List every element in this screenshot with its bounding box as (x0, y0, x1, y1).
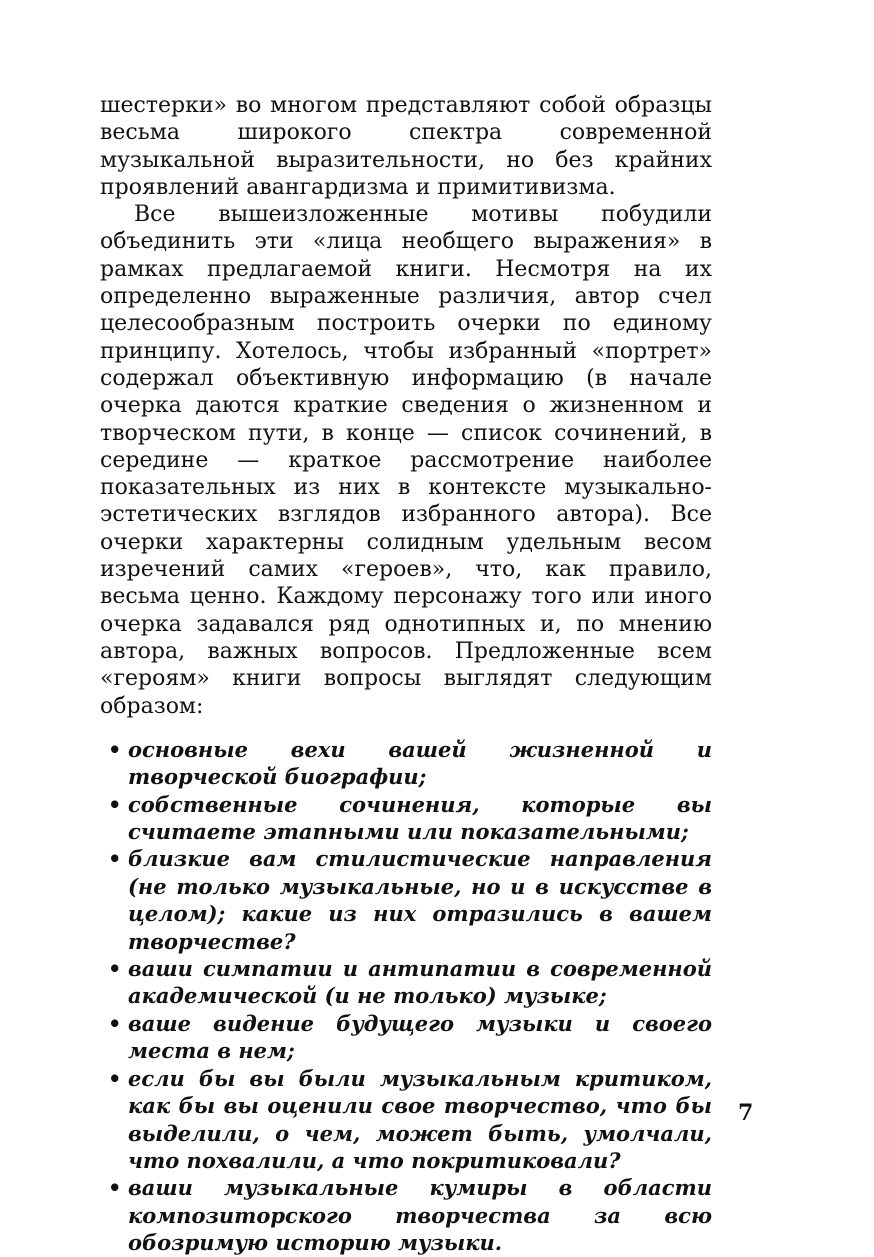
questions-list (100, 736, 712, 1257)
list-item (100, 955, 712, 1010)
question-text: ваши симпатии и антипатии в современной академической (и не только) музыке; (128, 956, 712, 1009)
bullet-icon: • (108, 1010, 122, 1036)
paragraph-main: Все вышеизложенные мотивы побудили объединить эти «лица необщего выражения» в рамках предлагаемой книги. Несмотря на их определенно выраженные различия, автор счел целесообразным построить очерки по единому принципу. Хотелось, чтобы избранный «портрет» содержал объективную информацию (в начале очерка даются краткие сведения о жизненном и творческом пути, в конце — список сочинений, в середине — краткое рассмотрение наиболее показательных из них в контексте музыкально-эстетических взглядов избранного автора). Все очерки характерны солидным удельным весом изречений самих «героев», что, как правило, весьма ценно. Каждому персонажу того или иного очерка задавался ряд однотипных и, по мнению автора, важных вопросов. Предложенные всем «героям» книги вопросы выглядят следующим образом: (100, 202, 712, 719)
list-item (100, 1010, 712, 1065)
page-number: 7 (738, 1100, 754, 1126)
list-item (100, 791, 712, 846)
list-item (100, 1174, 712, 1256)
bullet-icon: • (108, 1065, 122, 1091)
question-text: близкие вам стилистические направления (не только музыкальные, но и в искусстве в целом); какие из них отразились в вашем творчестве? (128, 846, 712, 954)
list-item (100, 845, 712, 955)
page-body (100, 92, 712, 1257)
question-text: собственные сочинения, которые вы считаете этапными или показательными; (128, 791, 712, 845)
list-item (100, 736, 712, 791)
bullet-icon: • (108, 791, 122, 817)
question-text: ваши музыкальные кумиры в области композиторского творчества за всю обозримую историю музыки. (128, 1175, 712, 1256)
question-text: ваше видение будущего музыки и своего места в нем; (128, 1010, 712, 1064)
paragraph-intro: шестерки» во многом представляют собой образцы весьма широкого спектра современной музыкальной выразительности, но без крайних проявлений авангардизма и примитивизма. (100, 93, 712, 200)
bullet-icon: • (108, 956, 122, 982)
question-text: основные вехи вашей жизненной и творческой биографии; (128, 736, 712, 790)
bullet-icon: • (108, 736, 122, 762)
question-text: если бы вы были музыкальным критиком, как бы вы оценили свое творчество, что бы выделили, о чем, может быть, умолчали, что похвалили, а что покритиковали? (128, 1065, 712, 1173)
bullet-icon: • (108, 1175, 122, 1201)
list-item (100, 1065, 712, 1175)
bullet-icon: • (108, 846, 122, 872)
